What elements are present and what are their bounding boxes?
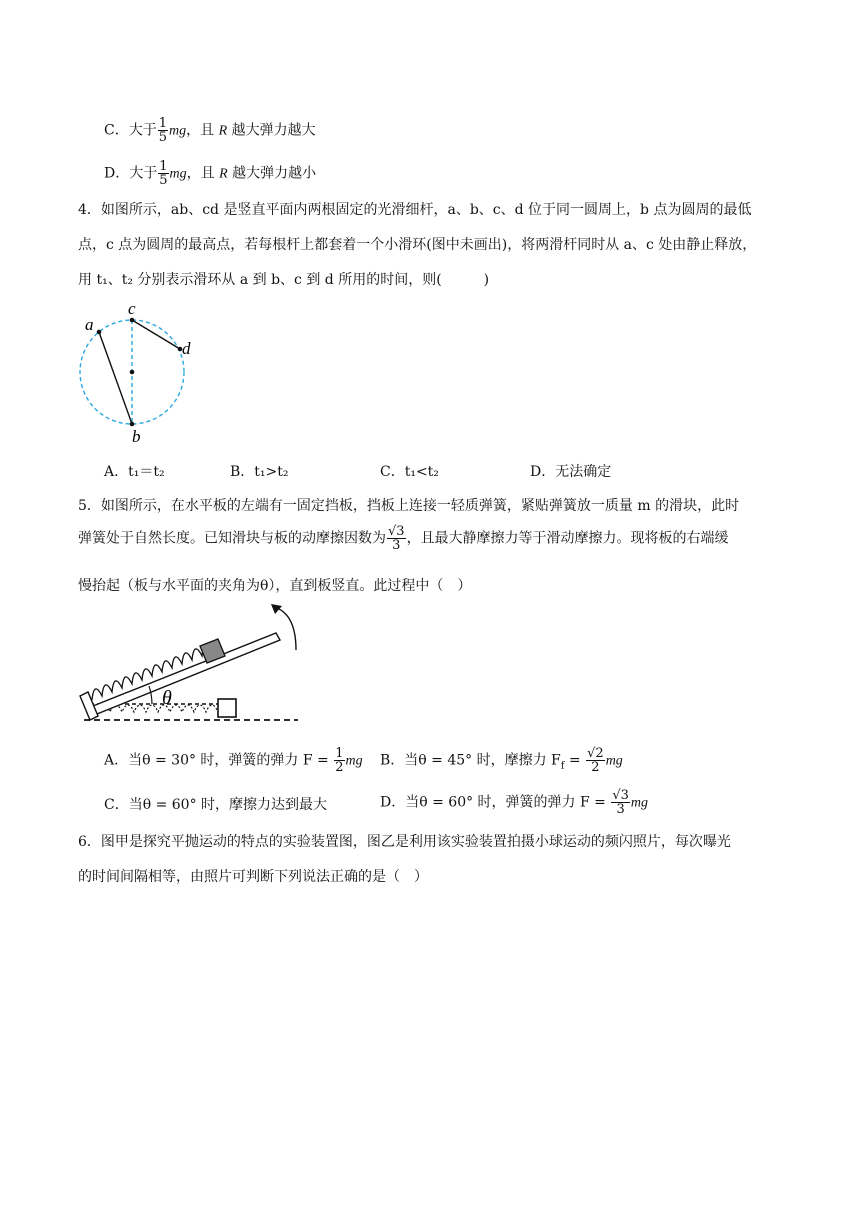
- rotation-arrow: [277, 608, 296, 650]
- block-horizontal: [218, 699, 236, 717]
- q3-option-c[interactable]: C．大于 $\frac{1}{5}$ mg，且 R 越大弹力越大: [104, 116, 316, 145]
- q5-stem-line-3: 慢抬起（板与水平面的夹角为θ），直到板竖直。此过程中（ ）: [78, 578, 472, 594]
- q5-option-a[interactable]: A．当θ = 30° 时，弹簧的弹力 F = $\frac{1}{2}$ mg: [104, 746, 363, 775]
- fraction: $\frac{√2}{2}$: [587, 746, 604, 775]
- point-a: [97, 330, 102, 335]
- q4-option-d[interactable]: D．无法确定: [530, 464, 612, 480]
- label-c: c: [128, 299, 136, 318]
- circle-rods-figure: [70, 296, 210, 446]
- fraction: $\frac{1}{5}$: [158, 116, 167, 145]
- fraction: $\frac{√3}{3}$: [612, 788, 629, 817]
- rod-cd: [132, 320, 180, 349]
- point-b: [130, 422, 135, 427]
- q3-option-d[interactable]: D．大于 $\frac{1}{5}$ mg，且 R 越大弹力越小: [104, 159, 317, 188]
- q5-stem-line-2: 弹簧处于自然长度。已知滑块与板的动摩擦因数为 $\frac{√3}{3}$ ，且最大静摩擦力等于滑动摩擦力。现将板的右端缓: [78, 524, 729, 553]
- label-d: d: [182, 339, 191, 358]
- point-c: [130, 318, 135, 323]
- fraction: $\frac{√3}{3}$: [388, 524, 405, 553]
- q4-stem-line-3: 用 t₁、t₂ 分别表示滑环从 a 到 b、c 到 d 所用的时间，则( ): [78, 272, 490, 288]
- q5-option-b[interactable]: B．当θ = 45° 时，摩擦力 $F_f$ = $\frac{√2}{2}$ mg: [380, 746, 623, 775]
- theta-label: θ: [162, 687, 172, 709]
- center-dot: [130, 370, 135, 375]
- inclined-board-figure: [70, 600, 310, 730]
- q4-stem-line-1: 4．如图所示，ab、cd 是竖直平面内两根固定的光滑细杆，a、b、c、d 位于同一圆周上，b 点为圆周的最低: [78, 202, 752, 218]
- q5-option-c[interactable]: C．当θ = 60° 时，摩擦力达到最大: [104, 797, 328, 813]
- q5-option-d[interactable]: D．当θ = 60° 时，弹簧的弹力 F = $\frac{√3}{3}$ mg: [380, 788, 649, 817]
- q5-stem-line-1: 5．如图所示，在水平板的左端有一固定挡板，挡板上连接一轻质弹簧，紧贴弹簧放一质量 m 的滑块，此时: [78, 498, 740, 514]
- q4-option-c[interactable]: C．t₁<t₂: [380, 464, 439, 480]
- q6-stem-line-2: 的时间间隔相等，由照片可判断下列说法正确的是（ ）: [78, 869, 428, 885]
- q4-stem-line-2: 点，c 点为圆周的最高点，若每根杆上都套着一个小滑环(图中未画出)，将两滑杆同时从 a、c 处由静止释放，: [78, 237, 757, 253]
- fraction: $\frac{1}{2}$: [335, 746, 344, 775]
- q4-option-b[interactable]: B．t₁>t₂: [230, 464, 289, 480]
- label-b: b: [132, 427, 141, 446]
- label-a: a: [85, 315, 94, 334]
- fraction: $\frac{1}{5}$: [159, 159, 168, 188]
- rod-ab: [99, 332, 132, 424]
- q6-stem-line-1: 6．图甲是探究平抛运动的特点的实验装置图，图乙是利用该实验装置拍摄小球运动的频闪照片，每次曝光: [78, 834, 731, 850]
- q4-option-a[interactable]: A．t₁＝t₂: [104, 464, 165, 480]
